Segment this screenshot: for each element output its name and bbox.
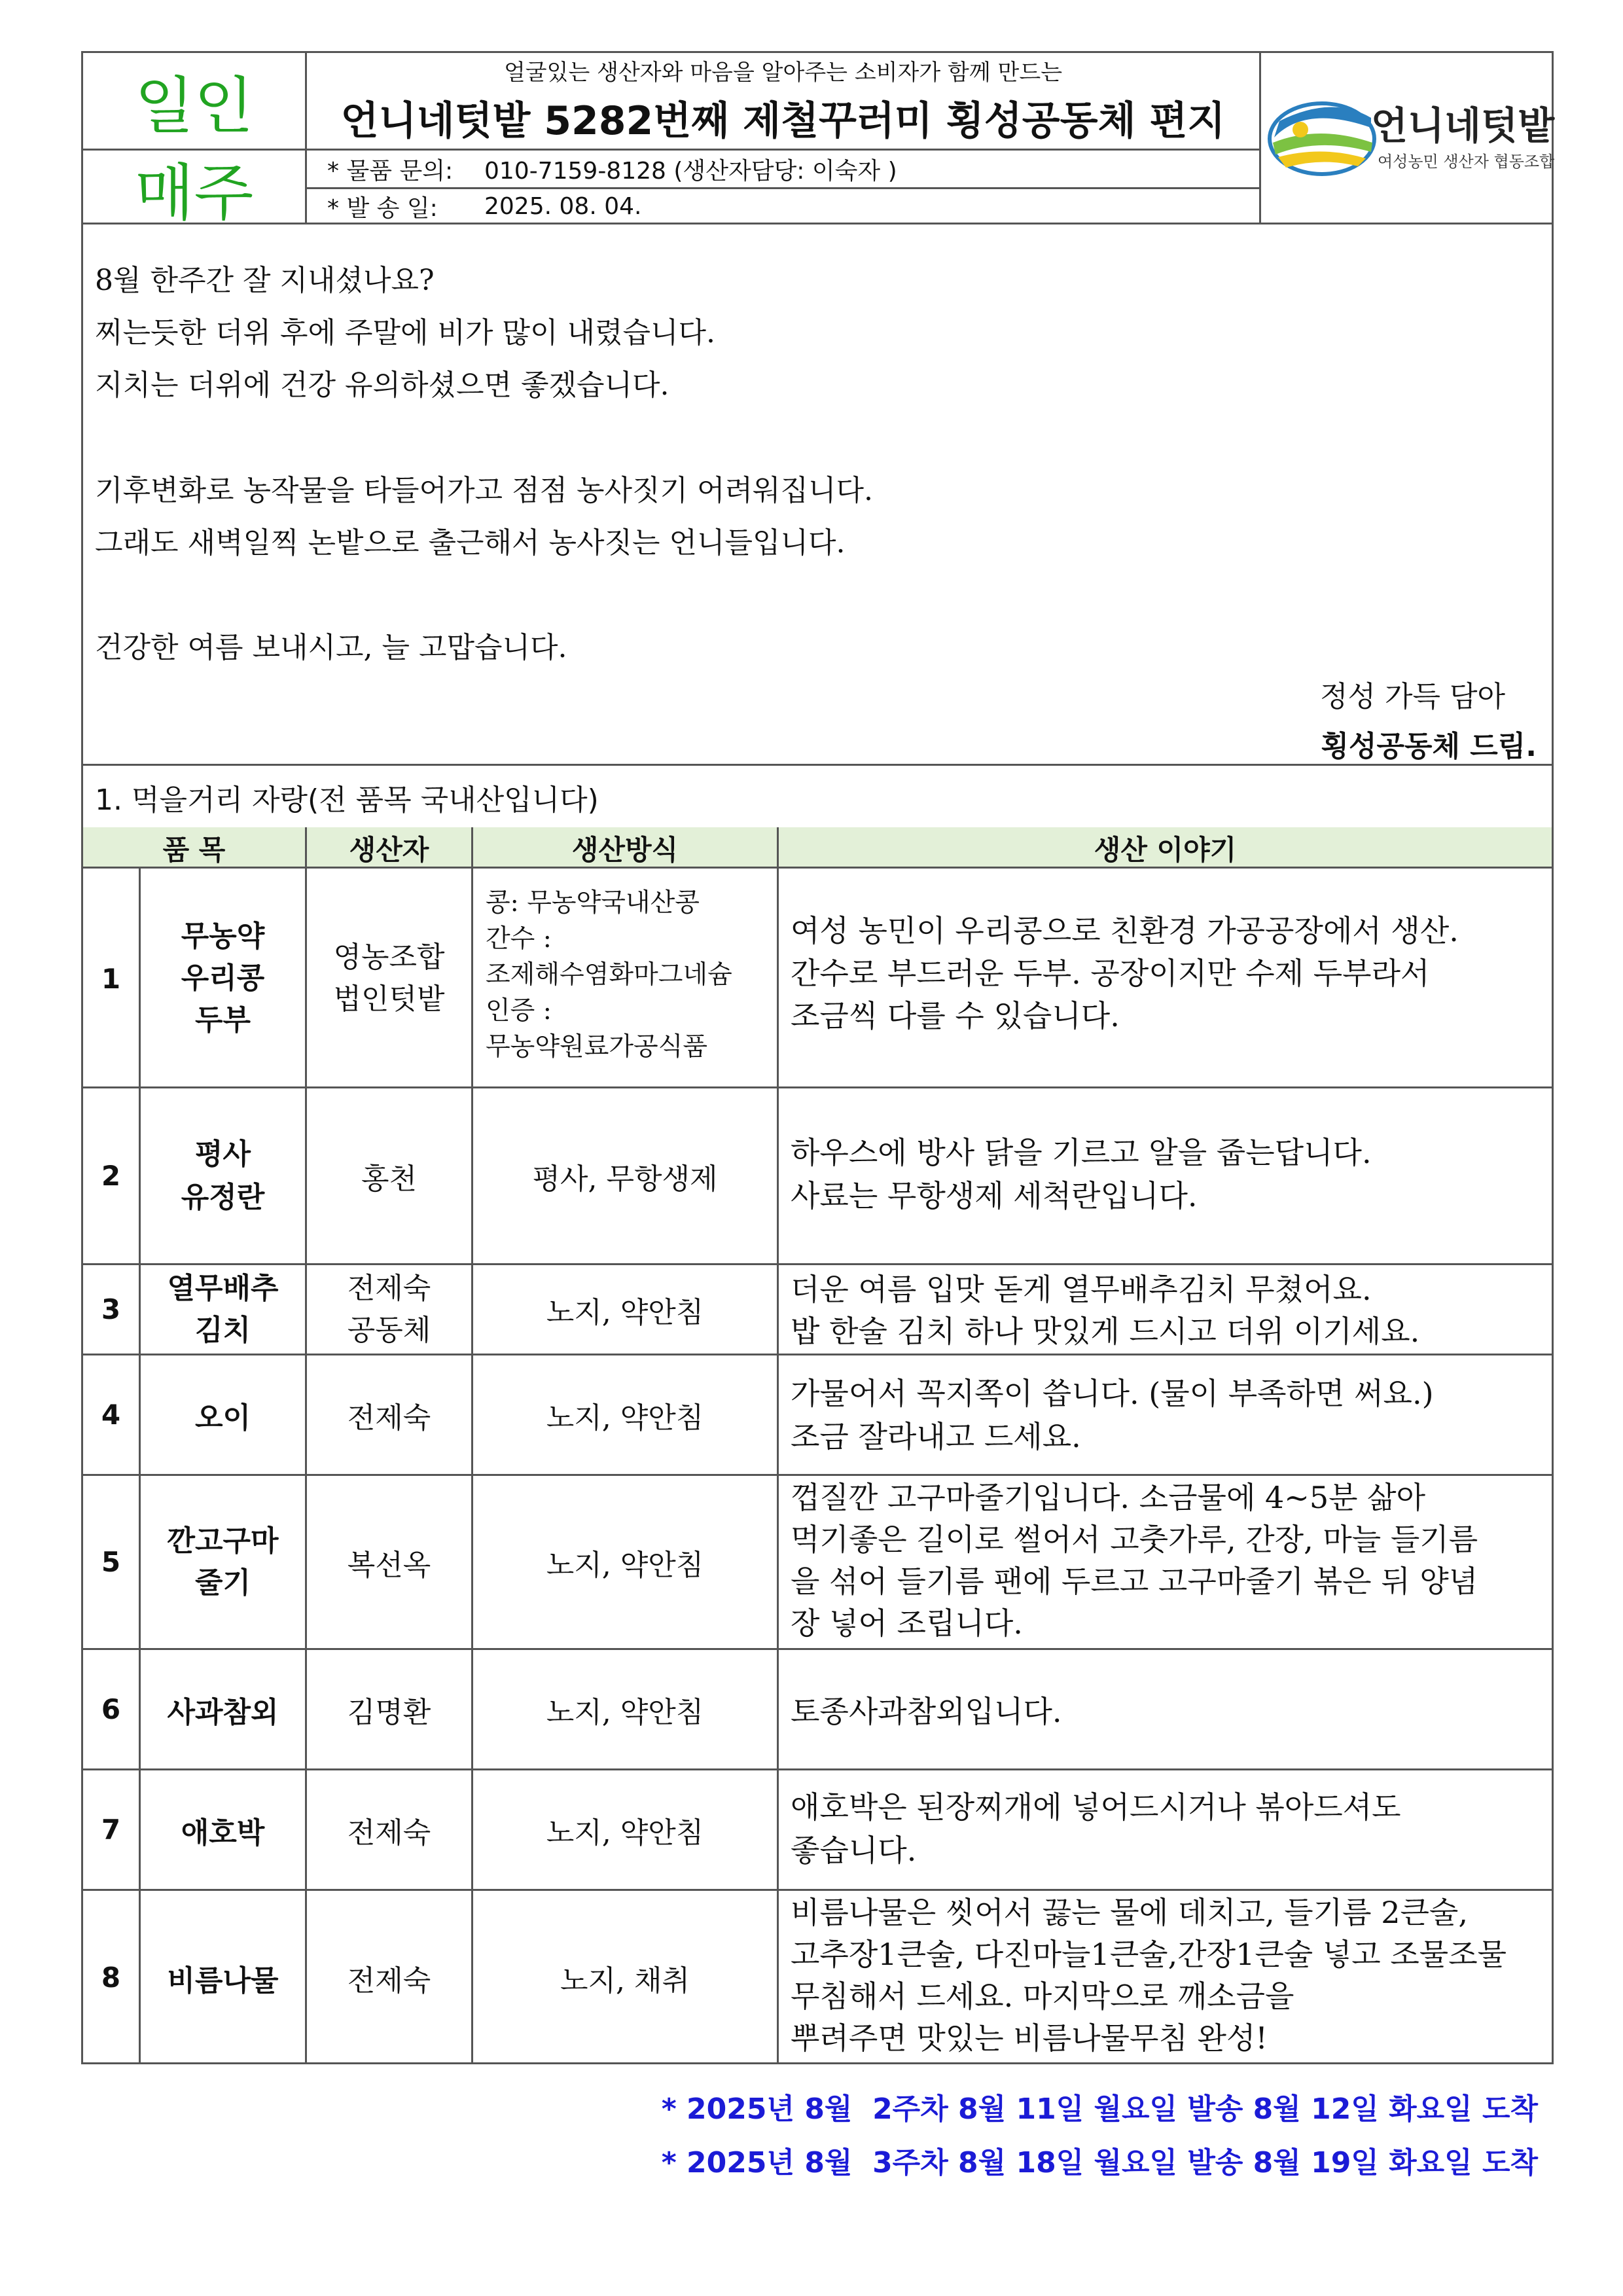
brand-label-top: 일인 [134,71,254,142]
letter-closing: 정성 가득 담아 [1320,680,1505,713]
logo-name: 언니네텃밭 [1371,103,1555,148]
logo [1266,88,1555,187]
item-name: 무농약 우리콩 두부 [181,920,265,1037]
row-number: 8 [101,1962,121,1994]
letter-signature: 횡성공동체 드림. [1321,730,1537,763]
section-title: 1. 먹을거리 자랑(전 품목 국내산입니다) [95,783,599,817]
letter-line: 그래도 새벽일찍 논밭으로 출근해서 농사짓는 언니들입니다. [95,526,846,560]
row-number: 5 [101,1546,121,1578]
production-story: 껍질깐 고구마줄기입니다. 소금물에 4~5분 삶아 먹기좋은 길이로 썰어서 고춧가루, 간장, 마늘 들기름 을 섞어 들기름 팬에 두르고 고구마줄기 볶은 뒤 양념 장 넣어 조립니다. [791,1480,1478,1641]
row-number: 4 [101,1399,121,1431]
production-method: 콩: 무농약국내산콩 간수 : 조제해수염화마그네슘 인증 : 무농약원료가공식품 [486,888,732,1062]
col-header-item: 품 목 [162,833,226,866]
producer-name: 복선옥 [347,1548,431,1582]
inquiry-value: 010-7159-8128 (생산자담당: 이숙자 ) [484,157,897,185]
row-number: 7 [101,1814,121,1846]
letter-line: 8월 한주간 잘 지내셨나요? [95,264,435,297]
producer-name: 홍천 [361,1162,417,1196]
letter-line: 찌는듯한 더위 후에 주말에 비가 많이 내렸습니다. [95,316,715,350]
letter-line: 기후변화로 농작물을 타들어가고 점점 농사짓기 어려워집니다. [95,474,874,507]
row-number: 3 [101,1293,121,1325]
col-header-story: 생산 이야기 [1094,833,1237,866]
letter-line: 지치는 더위에 건강 유의하셨으면 좋겠습니다. [95,368,669,402]
send-date-label: * 발 송 일: [327,194,438,222]
producer-name: 전제숙 공동체 [347,1271,431,1347]
inquiry-label: * 물품 문의: [327,157,454,185]
header-subtitle: 얼굴있는 생산자와 마음을 알아주는 소비자가 함께 만드는 [503,59,1063,86]
production-method: 노지, 약안침 [546,1816,704,1850]
item-name: 사과참외 [167,1695,279,1729]
production-method: 노지, 채취 [560,1964,690,1998]
brand-label-bottom: 매주 [134,157,254,229]
production-story: 더운 여름 입맛 돋게 열무배추김치 무쳤어요. 밥 한술 김치 하나 맛있게 드시고 더위 이기세요. [791,1272,1420,1349]
row-number: 1 [101,962,121,995]
row-number: 2 [101,1160,121,1192]
letter-line: 건강한 여름 보내시고, 늘 고맙습니다. [95,631,567,664]
producer-name: 전제숙 [347,1401,431,1435]
producer-name: 김명환 [347,1695,431,1729]
item-name: 열무배추 김치 [167,1271,279,1347]
production-method: 노지, 약안침 [546,1295,704,1329]
production-story: 가물어서 꼭지쪽이 씁니다. (물이 부족하면 써요.) 조금 잘라내고 드세요. [791,1376,1434,1454]
item-name: 평사 유정란 [181,1137,265,1214]
row-number: 6 [101,1693,121,1725]
item-name: 깐고구마 줄기 [167,1524,279,1600]
production-story: 하우스에 방사 닭을 기르고 알을 줍는답니다. 사료는 무항생제 세척란입니다. [791,1135,1372,1213]
production-method: 노지, 약안침 [546,1401,704,1435]
letter-title: 언니네텃밭 5282번째 제철꾸러미 횡성공동체 편지 [340,98,1226,144]
shipping-note: * 2025년 8월 2주차 8월 11일 월요일 발송 8월 12일 화요일 도착 [661,2092,1538,2126]
production-method: 평사, 무항생제 [532,1162,718,1196]
field-logo-icon [1266,92,1378,177]
production-story: 비름나물은 씻어서 끓는 물에 데치고, 들기름 2큰술, 고추장1큰술, 다진마늘1큰술,간장1큰술 넣고 조물조물 무침해서 드세요. 마지막으로 깨소금을 뿌려주면 맛있는 비름나물무침 완성! [791,1895,1507,2056]
send-date-value: 2025. 08. 04. [484,192,642,220]
production-story: 애호박은 된장찌개에 넣어드시거나 볶아드셔도 좋습니다. [791,1789,1401,1868]
item-name: 비름나물 [167,1964,279,1998]
col-header-method: 생산방식 [571,833,679,866]
production-method: 노지, 약안침 [546,1548,704,1582]
production-story: 토종사과참외입니다. [791,1693,1062,1729]
shipping-note: * 2025년 8월 3주차 8월 18일 월요일 발송 8월 19일 화요일 도착 [661,2146,1538,2179]
logo-subtitle: 여성농민 생산자 협동조합 [1378,152,1555,171]
item-name: 오이 [194,1401,251,1435]
col-header-producer: 생산자 [349,833,429,866]
producer-name: 영농조합 법인텃밭 [333,941,445,1016]
producer-name: 전제숙 [347,1816,431,1850]
producer-name: 전제숙 [347,1964,431,1998]
item-name: 애호박 [181,1816,265,1850]
production-story: 여성 농민이 우리콩으로 친환경 가공공장에서 생산. 간수로 부드러운 두부. 공장이지만 수제 두부라서 조금씩 다를 수 있습니다. [791,913,1459,1033]
production-method: 노지, 약안침 [546,1695,704,1729]
